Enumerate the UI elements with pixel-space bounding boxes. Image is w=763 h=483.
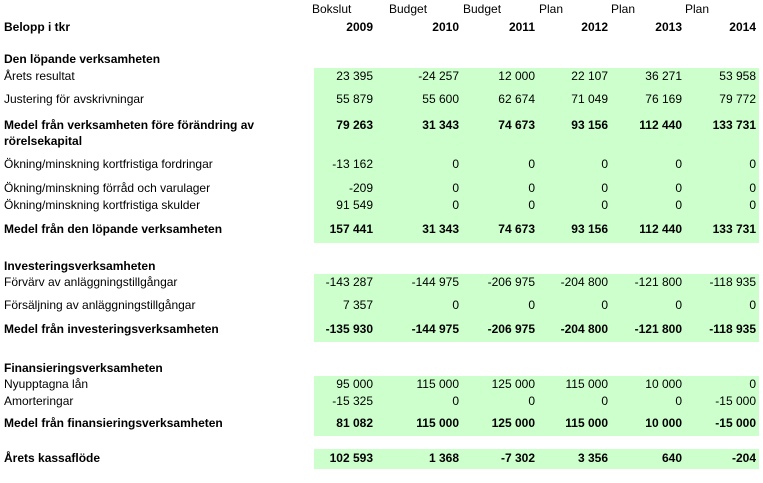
cell-value: 7 357 <box>342 298 373 312</box>
row-label: Försäljning av anläggningstillgångar <box>4 298 196 312</box>
cell-value: 0 <box>601 198 608 212</box>
column-type-2: Budget <box>389 2 428 16</box>
column-type-5: Plan <box>611 2 636 16</box>
cell-value: 55 600 <box>422 92 459 106</box>
cell-value: 79 772 <box>719 92 756 106</box>
row-label: Ökning/minskning förråd och varulager <box>4 181 211 195</box>
cell-value: 125 000 <box>491 416 535 430</box>
cell-value: 76 169 <box>645 92 682 106</box>
table-row <box>0 297 763 314</box>
cell-value: 3 356 <box>577 451 608 465</box>
cell-value: 0 <box>601 181 608 195</box>
cell-value: 93 156 <box>571 222 608 236</box>
cell-value: 0 <box>528 298 535 312</box>
cell-value: 1 368 <box>428 451 459 465</box>
cell-value: 53 958 <box>719 69 756 83</box>
row-label: Medel från finansieringsverksamheten <box>4 416 223 430</box>
cell-value: -143 287 <box>325 275 373 289</box>
year-3: 2011 <box>508 20 535 34</box>
section-title-lopande: Den löpande verksamheten <box>4 52 161 66</box>
cell-value: -204 <box>731 451 756 465</box>
row-label: Justering för avskrivningar <box>4 92 145 106</box>
cell-value: -121 800 <box>634 275 682 289</box>
row-label: Medel från den löpande verksamheten <box>4 222 223 236</box>
cell-value: 0 <box>601 157 608 171</box>
cell-value: 0 <box>749 377 756 391</box>
cell-value: 0 <box>528 181 535 195</box>
cell-value: 0 <box>675 181 682 195</box>
cell-value: 93 156 <box>571 118 608 132</box>
table-row <box>0 450 763 467</box>
cell-value: 102 593 <box>329 451 373 465</box>
cell-value: 0 <box>528 157 535 171</box>
row-label: Ökning/minskning kortfristiga skulder <box>4 198 201 212</box>
table-row <box>0 156 763 173</box>
cell-value: 0 <box>749 298 756 312</box>
column-type-4: Plan <box>539 2 564 16</box>
cell-value: 0 <box>749 198 756 212</box>
row-label: Ökning/minskning kortfristiga fordringar <box>4 157 213 171</box>
table-row <box>0 91 763 108</box>
cell-value: 115 000 <box>416 416 459 430</box>
table-row <box>0 197 763 214</box>
cell-value: -144 975 <box>411 275 459 289</box>
cell-value: 55 879 <box>336 92 373 106</box>
cell-value: -206 975 <box>487 275 535 289</box>
row-title: Belopp i tkr <box>4 20 71 34</box>
cell-value: -15 000 <box>715 416 756 430</box>
table-row <box>0 180 763 197</box>
cell-value: -206 975 <box>487 322 535 336</box>
row-label: Medel från investeringsverksamheten <box>4 322 219 336</box>
cell-value: -204 800 <box>560 275 608 289</box>
column-type-1: Bokslut <box>312 2 352 16</box>
row-label: Årets resultat <box>4 69 75 83</box>
cell-value: 0 <box>452 198 459 212</box>
column-type-6: Plan <box>685 2 710 16</box>
cell-value: 125 000 <box>491 377 535 391</box>
row-label: Amorteringar <box>4 394 74 408</box>
year-1: 2009 <box>346 20 373 34</box>
cell-value: 0 <box>528 198 535 212</box>
cell-value: 10 000 <box>645 377 682 391</box>
cell-value: 0 <box>675 394 682 408</box>
cell-value: 12 000 <box>498 69 535 83</box>
cell-value: 74 673 <box>498 118 535 132</box>
cell-value: 79 263 <box>336 118 373 132</box>
cell-value: 0 <box>452 298 459 312</box>
row-label: Årets kassaflöde <box>4 451 101 465</box>
year-5: 2013 <box>655 20 682 34</box>
cell-value: 0 <box>675 157 682 171</box>
cell-value: 23 395 <box>336 69 373 83</box>
cell-value: 112 440 <box>639 118 682 132</box>
cell-value: 157 441 <box>329 222 373 236</box>
cell-value: 133 731 <box>712 118 756 132</box>
year-6: 2014 <box>729 20 756 34</box>
cell-value: -118 935 <box>709 275 756 289</box>
cell-value: -204 800 <box>560 322 608 336</box>
cell-value: 62 674 <box>498 92 535 106</box>
cell-value: 31 343 <box>422 118 459 132</box>
table-row <box>0 274 763 291</box>
cell-value: 133 731 <box>712 222 756 236</box>
cell-value: 115 000 <box>565 377 608 391</box>
cell-value: 0 <box>675 198 682 212</box>
cell-value: -7 302 <box>500 451 535 465</box>
cell-value: 0 <box>749 181 756 195</box>
cell-value: 115 000 <box>416 377 459 391</box>
table-row <box>0 393 763 410</box>
cell-value: -209 <box>348 181 373 195</box>
table-row <box>0 68 763 85</box>
year-4: 2012 <box>581 20 608 34</box>
cell-value: 10 000 <box>645 416 682 430</box>
row-label: Förvärv av anläggningstillgångar <box>4 275 178 289</box>
cell-value: 112 440 <box>639 222 682 236</box>
cell-value: 0 <box>675 298 682 312</box>
table-row <box>0 321 763 338</box>
cell-value: 0 <box>528 394 535 408</box>
cell-value: -24 257 <box>418 69 459 83</box>
cell-value: 81 082 <box>336 416 373 430</box>
cell-value: 640 <box>661 451 682 465</box>
cell-value: 0 <box>601 394 608 408</box>
cell-value: -135 930 <box>325 322 373 336</box>
cell-value: -13 162 <box>332 157 373 171</box>
cell-value: 0 <box>452 394 459 408</box>
row-label-continued: rörelsekapital <box>4 134 83 148</box>
cell-value: -118 935 <box>709 322 756 336</box>
cell-value: 0 <box>601 298 608 312</box>
section-title-investering: Investeringsverksamheten <box>4 259 156 273</box>
table-row <box>0 415 763 432</box>
column-type-3: Budget <box>463 2 502 16</box>
cell-value: -144 975 <box>411 322 459 336</box>
cell-value: 71 049 <box>571 92 608 106</box>
cell-value: -15 000 <box>715 394 756 408</box>
table-row <box>0 376 763 393</box>
year-2: 2010 <box>432 20 459 34</box>
cell-value: 0 <box>452 181 459 195</box>
cell-value: 36 271 <box>645 69 682 83</box>
cell-value: 22 107 <box>571 69 608 83</box>
cell-value: 0 <box>452 157 459 171</box>
cell-value: 91 549 <box>336 198 373 212</box>
cell-value: -121 800 <box>634 322 682 336</box>
cell-value: 95 000 <box>336 377 373 391</box>
table-row <box>0 221 763 238</box>
cell-value: 115 000 <box>565 416 608 430</box>
cell-value: -15 325 <box>332 394 373 408</box>
cell-value: 31 343 <box>422 222 459 236</box>
cell-value: 74 673 <box>498 222 535 236</box>
section-title-finansiering: Finansieringsverksamheten <box>4 361 163 375</box>
row-label: Medel från verksamheten före förändring av <box>4 118 255 132</box>
row-label: Nyupptagna lån <box>4 377 89 391</box>
table-row <box>0 117 763 148</box>
cell-value: 0 <box>749 157 756 171</box>
